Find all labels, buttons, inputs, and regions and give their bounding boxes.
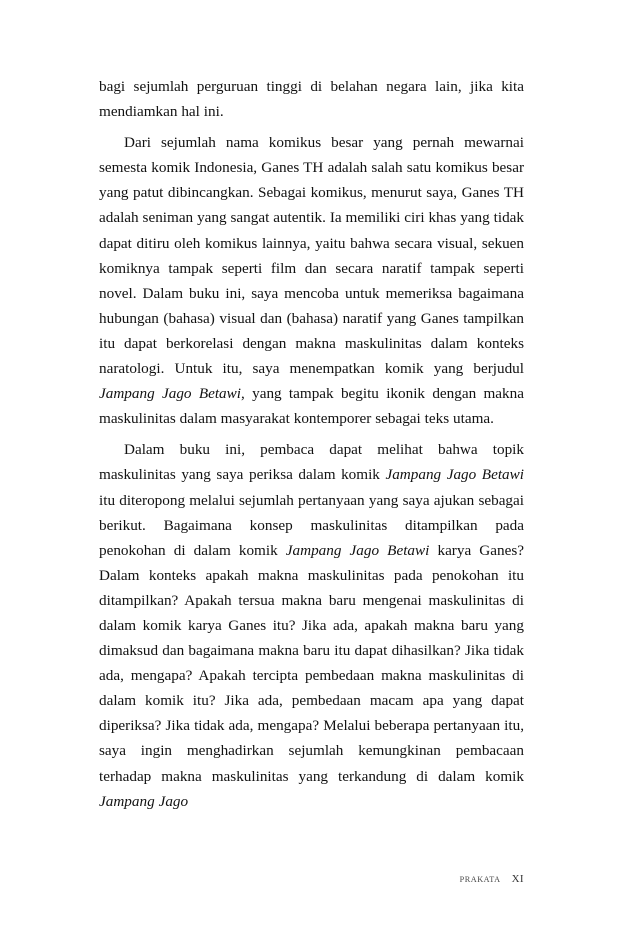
book-title-italic: Jampang Jago Betawi xyxy=(285,541,430,559)
body-text-block xyxy=(99,74,524,814)
book-title-italic: Jampang Jago Betawi xyxy=(385,466,524,484)
book-title-italic: Jampang Jago xyxy=(99,792,189,810)
page-footer xyxy=(99,869,524,887)
paragraph-1: bagi sejumlah perguruan tinggi di belahan negara lain, jika kita mendiamkan hal ini. xyxy=(99,78,524,121)
paragraph-2: Dari sejumlah nama komikus besar yang pernah mewarnai semesta komik Indonesia, Ganes TH adalah salah satu komikus besar yang patut dibincangkan. Sebagai komikus, menurut saya, Ganes TH adalah seniman yang sangat autentik. Ia memiliki ciri khas yang tidak dapat ditiru oleh komikus lainnya, yaitu bahwa secara visual, sekuen komiknya tampak seperti film dan secara naratif tampak seperti novel. Dalam buku ini, saya mencoba untuk memeriksa bagaimana hubungan (bahasa) visual dan (bahasa) naratif yang Ganes tampilkan itu dapat berkorelasi dengan makna maskulinitas dalam konteks naratologi. Untuk itu, saya menempatkan komik yang berjudul Jampang Jago Betawi, yang tampak begitu ikonik dengan makna maskulinitas dalam masyarakat kontemporer sebagai teks utama. xyxy=(99,134,524,428)
running-head: PRAKATA xyxy=(459,875,501,884)
paragraph-3: Dalam buku ini, pembaca dapat melihat bahwa topik maskulinitas yang saya periksa dalam komik Jampang Jago Betawi itu diteropong melalui sejumlah pertanyaan yang saya ajukan sebagai berikut. Bagaimana konsep maskulinitas ditampilkan pada penokohan di dalam komik Jampang Jago Betawi karya Ganes? Dalam konteks apakah makna maskulinitas pada penokohan itu ditampilkan? Apakah tersua makna baru mengenai maskulinitas di dalam komik karya Ganes itu? Jika ada, apakah makna baru yang dimaksud dan bagaimana makna baru itu dapat dihasilkan? Jika tidak ada, mengapa? Apakah tercipta pembedaan makna maskulinitas di dalam komik itu? Jika ada, pembedaan macam apa yang dapat diperiksa? Jika tidak ada, mengapa? Melalui beberapa pertanyaan itu, saya ingin menghadirkan sejumlah kemungkinan pembacaan terhadap makna maskulinitas yang terkandung di dalam komik Jampang Jago xyxy=(99,441,524,810)
book-title-italic: Jampang Jago Betawi xyxy=(99,385,241,403)
page-number: XI xyxy=(511,873,524,885)
